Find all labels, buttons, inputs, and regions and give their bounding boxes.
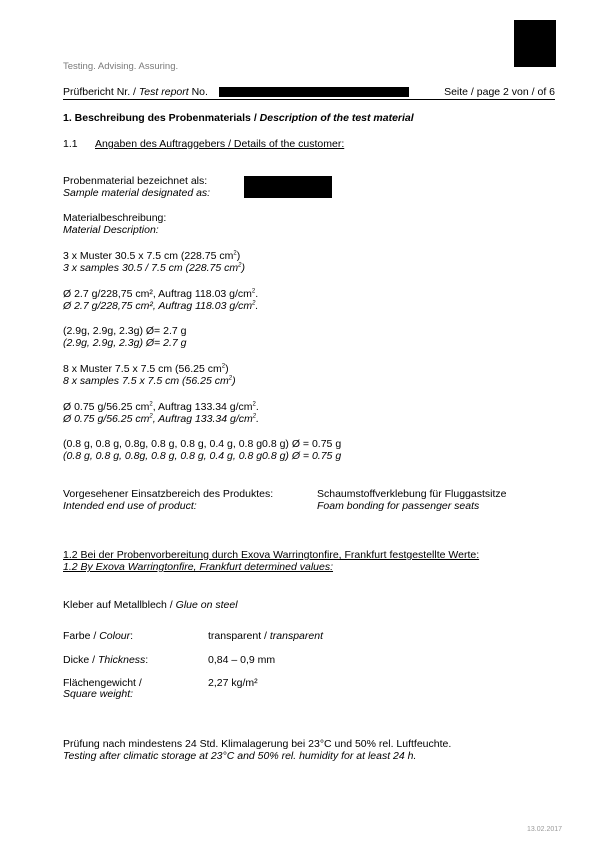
section-1-2-title-de: 1.2 Bei der Probenvorbereitung durch Exova Warringtonfire, Frankfurt festgestellte Werte: [63, 549, 480, 561]
square-weight-value: 2,27 kg/m² [208, 677, 258, 689]
samples-1-de: 3 x Muster 30.5 x 7.5 cm (228.75 $cm^2$) [63, 250, 241, 262]
page-number: Seite / page 2 von / of 6 [444, 86, 555, 98]
weights-2-en: (0.8 g, 0.8 g, 0.8g, 0.8 g, 0.8 g, 0.4 g, 0.8 g0.8 g) Ø = 0.75 g [63, 450, 342, 462]
redacted-report-number [219, 87, 409, 97]
redacted-sample-name [244, 176, 332, 198]
section-1-title: 1. Beschreibung des Probenmaterials / Description of the test material [63, 112, 414, 124]
samples-2-en: 8 x samples 7.5 x 7.5 cm (56.25 $cm^2$) [63, 375, 236, 387]
material-desc-label-de: Materialbeschreibung: [63, 212, 167, 224]
square-weight-label-en: Square weight: [63, 688, 134, 700]
glue-on-steel: Kleber auf Metallblech / Glue on steel [63, 599, 238, 611]
average-2-en: Ø 0.75 g/56.25 $cm^2$, Auftrag 133.34 $g/cm^2$. [63, 413, 260, 425]
square-weight-label-de: Flächengewicht / [63, 677, 142, 689]
designated-label-de: Probenmaterial bezeichnet als: [63, 175, 208, 187]
thickness-value: 0,84 – 0,9 mm [208, 654, 276, 666]
tagline: Testing. Advising. Assuring. [63, 61, 179, 72]
weights-2-de: (0.8 g, 0.8 g, 0.8g, 0.8 g, 0.8 g, 0.4 g, 0.8 g0.8 g) Ø = 0.75 g [63, 438, 342, 450]
end-use-value-en: Foam bonding for passenger seats [317, 500, 480, 512]
colour-value: transparent / transparent [208, 630, 323, 642]
average-1-en: Ø 2.7 g/228,75 cm², Auftrag 118.03 $g/cm^2$. [63, 300, 259, 312]
section-1-1-title: 1.1 Angaben des Auftraggebers / Details of the customer: [63, 138, 345, 150]
average-2-de: Ø 0.75 g/56.25 $cm^2$, Auftrag 133.34 $g/cm^2$. [63, 401, 259, 413]
conditioning-note-de: Prüfung nach mindestens 24 Std. Klimalagerung bei 23°C und 50% rel. Luftfeuchte. [63, 738, 452, 750]
designated-label-en: Sample material designated as: [63, 187, 211, 199]
section-1-2-title-en: 1.2 By Exova Warringtonfire, Frankfurt determined values: [63, 561, 334, 573]
colour-label: Farbe / Colour: [63, 630, 134, 642]
end-use-label-en: Intended end use of product: [63, 500, 197, 512]
samples-1-en: 3 x samples 30.5 / 7.5 cm (228.75 $cm^2$) [63, 262, 245, 274]
end-use-value-de: Schaumstoffverklebung für Fluggastsitze [317, 488, 507, 500]
report-number-label: Prüfbericht Nr. / Test report No. [63, 86, 208, 98]
average-1-de: Ø 2.7 g/228,75 cm², Auftrag 118.03 $g/cm^2$. [63, 288, 259, 300]
end-use-label-de: Vorgesehener Einsatzbereich des Produktes: [63, 488, 274, 500]
samples-2-de: 8 x Muster 7.5 x 7.5 cm (56.25 $cm^2$) [63, 363, 229, 375]
conditioning-note-en: Testing after climatic storage at 23°C and 50% rel. humidity for at least 24 h. [63, 750, 417, 762]
report-header [63, 86, 555, 100]
material-desc-label-en: Material Description: [63, 224, 159, 236]
footer-date: 13.02.2017 [527, 826, 563, 833]
company-logo [514, 20, 556, 67]
weights-1-en: (2.9g, 2.9g, 2.3g) Ø= 2.7 g [63, 337, 187, 349]
thickness-label: Dicke / Thickness: [63, 654, 149, 666]
weights-1-de: (2.9g, 2.9g, 2.3g) Ø= 2.7 g [63, 325, 187, 337]
